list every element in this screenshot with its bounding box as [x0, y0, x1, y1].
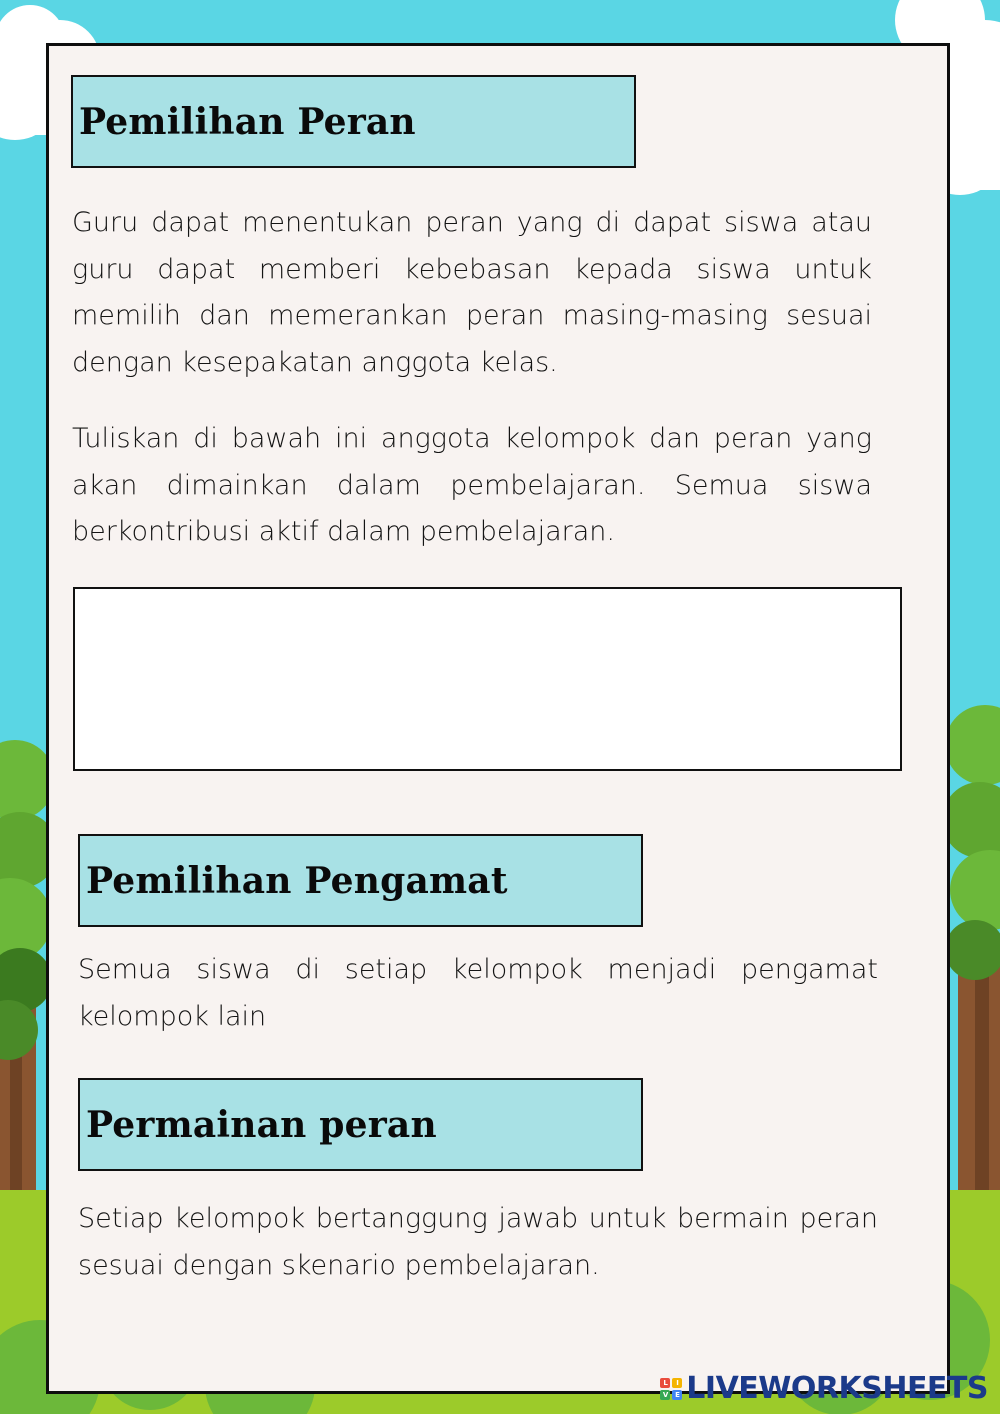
logo-letter-v: V: [660, 1390, 670, 1400]
paragraph-observer-selection: Semua siswa di setiap kelompok menjadi pengamat kelompok lain: [78, 954, 878, 1032]
answer-input-box[interactable]: [73, 587, 902, 771]
liveworksheets-brand[interactable]: [660, 1371, 988, 1406]
paragraph-role-selection-intro: Guru dapat menentukan peran yang di dapat siswa atau guru dapat memberi kebebasan kepada siswa untuk memilih dan memerankan peran masing-masing sesuai dengan kesepakatan anggota kelas.: [72, 207, 872, 378]
paragraph-role-play: Setiap kelompok bertanggung jawab untuk bermain peran sesuai dengan skenario pembelajaran.: [78, 1203, 878, 1281]
logo-letter-e: E: [672, 1390, 682, 1400]
tree-right-icon: [942, 705, 1000, 1270]
heading-observer-selection: Pemilihan Pengamat: [78, 834, 643, 927]
logo-letter-l: L: [660, 1378, 670, 1388]
liveworksheets-logo-icon: [660, 1378, 682, 1400]
logo-letter-i: I: [672, 1378, 682, 1388]
paragraph-role-selection-instruction: Tuliskan di bawah ini anggota kelompok dan peran yang akan dimainkan dalam pembelajaran. Semua siswa berkontribusi aktif dalam pembelajaran.: [72, 423, 872, 547]
heading-role-selection: Pemilihan Peran: [71, 75, 636, 168]
heading-role-play: Permainan peran: [78, 1078, 643, 1171]
worksheet-page: [46, 43, 950, 1394]
liveworksheets-brand-text: LIVEWORKSHEETS: [686, 1371, 988, 1406]
